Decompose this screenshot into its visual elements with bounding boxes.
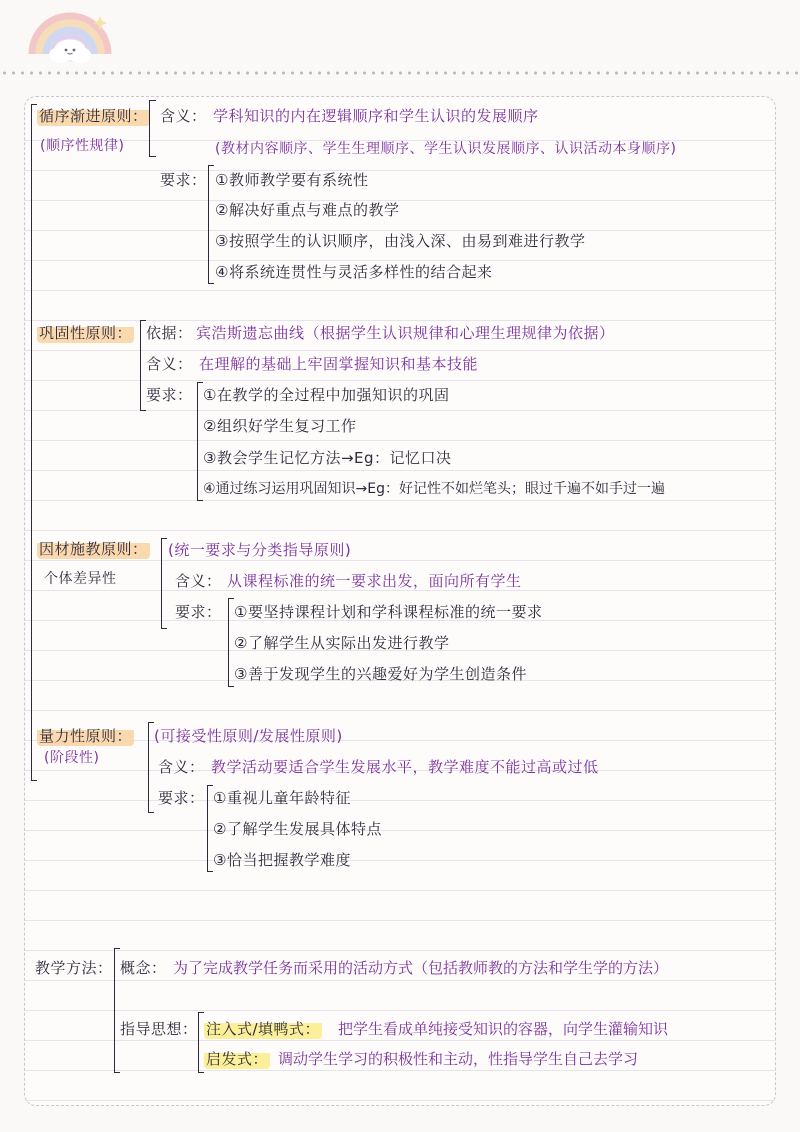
guide-name: 注入式/填鸭式： [206,1020,321,1038]
requirement-item: ①重视儿童年龄特征 [213,789,351,807]
requirement-item: ③恰当把握教学难度 [213,851,351,869]
concept-text: 为了完成教学任务而采用的活动方式（包括教师教的方法和学生学的方法） [173,959,669,977]
meaning-label: 含义： [175,572,222,590]
alias-text: (可接受性原则/发展性原则) [154,727,343,745]
requirement-item: ④将系统连贯性与灵活多样性的结合起来 [215,263,493,281]
basis-text: 宾浩斯遗忘曲线（根据学生认识规律和心理生理规律为依据） [196,324,615,342]
requirement-label: 要求： [146,386,193,404]
meaning-text: 从课程标准的统一要求出发，面向所有学生 [227,572,522,590]
rainbow-cloud-icon [20,6,120,66]
basis-label: 依据： [146,324,193,342]
requirement-item: ④通过练习运用巩固知识→Eg：好记性不如烂笔头；眼过千遍不如手过一遍 [203,481,666,497]
requirement-label: 要求： [175,603,222,621]
requirement-item: ③按照学生的认识顺序，由浅入深、由易到难进行教学 [215,232,586,250]
requirement-label: 要求： [158,789,205,807]
main-bracket [31,104,32,780]
guide-text: 调动学生学习的积极性和主动，性指导学生自己去学习 [278,1050,639,1068]
guide-label: 指导思想： [120,1020,198,1038]
guide-name: 启发式： [206,1050,269,1068]
requirement-item: ②解决好重点与难点的教学 [215,201,400,219]
section-title: 量力性原则： [39,727,133,745]
meaning-text: 学科知识的内在逻辑顺序和学生认识的发展顺序 [213,107,539,125]
requirement-item: ①教师教学要有系统性 [215,171,369,189]
meaning-label: 含义： [160,107,207,125]
guide-text: 把学生看成单纯接受知识的容器，向学生灌输知识 [338,1020,669,1038]
concept-label: 概念： [120,959,167,977]
section-title: 巩固性原则： [39,324,133,342]
requirement-item: ②组织好学生复习工作 [203,417,357,435]
meaning-label: 含义： [146,355,193,373]
section-subtitle: 个体差异性 [44,571,117,587]
requirement-item: ①在教学的全过程中加强知识的巩固 [203,386,450,404]
requirement-label: 要求： [160,171,207,189]
requirement-item: ③教会学生记忆方法→Eg：记忆口决 [203,449,452,467]
section-title: 因材施教原则： [39,540,148,558]
meaning-text: 在理解的基础上牢固掌握知识和基本技能 [199,355,479,373]
methods-title: 教学方法： [35,959,113,977]
section-subtitle: (顺序性规律) [40,138,125,154]
section-title: 循序渐进原则： [39,107,148,125]
requirement-item: ①要坚持课程计划和学科课程标准的统一要求 [234,603,543,621]
note-text: (教材内容顺序、学生生理顺序、学生认识发展顺序、认识活动本身顺序) [215,141,677,157]
alias-text: (统一要求与分类指导原则) [168,541,352,559]
section-subtitle: (阶段性) [44,750,100,766]
requirement-item: ②了解学生发展具体特点 [213,820,382,838]
meaning-text: 教学活动要适合学生发展水平，教学难度不能过高或过低 [211,758,599,776]
meaning-label: 含义： [158,758,205,776]
requirement-item: ③善于发现学生的兴趣爱好为学生创造条件 [234,665,527,683]
dotted-divider [0,70,800,76]
requirement-item: ②了解学生从实际出发进行教学 [234,634,450,652]
